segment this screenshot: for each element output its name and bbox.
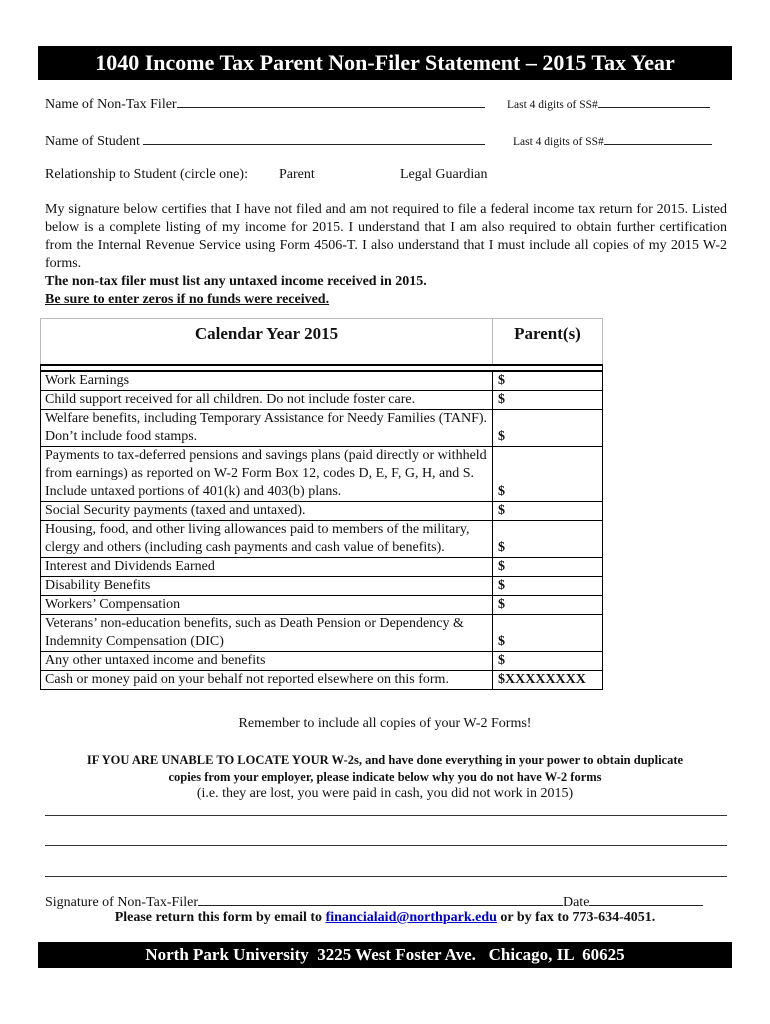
form-title: 1040 Income Tax Parent Non-Filer Statement – 2015 Tax Year [38,46,732,80]
relationship-option-guardian[interactable]: Legal Guardian [400,167,488,182]
income-row-label: Cash or money paid on your behalf not reported elsewhere on this form. [41,671,493,690]
income-row-label: Housing, food, and other living allowances paid to members of the military, clergy and others (including cash payments and cash value of benefits). [41,521,493,558]
relationship-option-parent[interactable]: Parent [279,167,315,182]
certification-text: My signature below certifies that I have not filed and am not required to file a federal income tax return for 2015. Listed below is a complete listing of my income for 2015. I understand that I am also required to obtain further certification from the Internal Revenue Service using Form 4506-T. I also understand that I must include all copies of my 2015 W-2 forms. [45,202,727,271]
student-name-label: Name of Student [45,134,140,149]
income-row-label: Workers’ Compensation [41,596,493,615]
w2-notice-line-1: IF YOU ARE UNABLE TO LOCATE YOUR W-2s, and have done everything in your power to obtain duplicate [86,753,684,767]
income-row [41,447,603,502]
student-ssn-label: Last 4 digits of SS# [513,136,604,148]
financial-aid-email-link[interactable]: financialaid@northpark.edu [325,910,497,925]
notice-enter-zeros: Be sure to enter zeros if no funds were received. [45,292,330,307]
income-row-amount-field[interactable]: $ [493,596,603,615]
explanation-line-3[interactable] [45,876,727,877]
signature-label: Signature of Non-Tax-Filer [45,895,198,910]
return-instructions [38,910,732,926]
income-row [41,410,603,447]
income-row-amount-field[interactable]: $ [493,371,603,391]
notice-untaxed-income: The non-tax filer must list any untaxed income received in 2015. [45,274,427,289]
income-row-label: Interest and Dividends Earned [41,558,493,577]
non-filer-ssn-field[interactable] [598,97,710,108]
income-row-amount-field[interactable]: $ [493,410,603,447]
income-row-label: Veterans’ non-education benefits, such as Death Pension or Dependency & Indemnity Compensation (DIC) [41,615,493,652]
income-row [41,671,603,690]
return-prefix: Please return this form by email to [114,910,326,925]
student-name-row [45,132,485,150]
income-row [41,521,603,558]
income-row [41,371,603,391]
date-label: Date [562,895,590,910]
income-row-amount-field[interactable]: $ [493,521,603,558]
income-row-label: Any other untaxed income and benefits [41,652,493,671]
return-suffix: or by fax to 773-634-4051. [496,910,656,925]
income-row-amount-field[interactable]: $ [493,615,603,652]
income-row [41,502,603,521]
income-row [41,558,603,577]
income-row-label: Payments to tax-deferred pensions and savings plans (paid directly or withheld from earnings) as reported on W-2 Form Box 12, codes D, E, F, G, H, and S. Include untaxed portions of 401(k) and 403(b) plans. [41,447,493,502]
income-row-amount-field[interactable]: $ [493,652,603,671]
signature-field[interactable] [198,893,563,906]
student-ssn-row [513,134,712,148]
income-row [41,615,603,652]
non-filer-name-label: Name of Non-Tax Filer [45,97,177,112]
income-row-amount-field[interactable]: $ [493,558,603,577]
income-row-label: Welfare benefits, including Temporary Assistance for Needy Families (TANF). Don’t include food stamps. [41,410,493,447]
income-row [41,596,603,615]
relationship-label: Relationship to Student (circle one): [45,167,248,182]
income-row-amount-field[interactable]: $ [493,391,603,410]
column-header-year: Calendar Year 2015 [41,319,493,366]
non-filer-ssn-label: Last 4 digits of SS# [507,99,598,111]
university-address-footer: North Park University 3225 West Foster Ave. Chicago, IL 60625 [38,942,732,968]
w2-examples: (i.e. they are lost, you were paid in cash, you did not work in 2015) [196,786,574,801]
income-row-amount-field[interactable]: $ [493,447,603,502]
untaxed-income-table [40,318,603,690]
w2-notice-line-2: copies from your employer, please indicate below why you do not have W-2 forms [168,770,602,784]
explanation-line-1[interactable] [45,815,727,816]
income-row [41,577,603,596]
student-ssn-field[interactable] [604,134,712,145]
w2-reminder: Remember to include all copies of your W-2 Forms! [238,716,532,731]
signature-row [45,893,703,911]
income-row-label: Work Earnings [41,371,493,391]
income-row-label: Child support received for all children. Do not include foster care. [41,391,493,410]
date-field[interactable] [589,893,703,906]
income-row [41,652,603,671]
income-row [41,391,603,410]
non-filer-name-field[interactable] [177,95,485,108]
student-name-field[interactable] [143,132,485,145]
non-filer-ssn-row [507,97,710,111]
income-row-label: Social Security payments (taxed and untaxed). [41,502,493,521]
non-filer-name-row [45,95,485,113]
relationship-row [45,167,248,183]
income-row-label: Disability Benefits [41,577,493,596]
income-row-amount-field[interactable]: $ [493,502,603,521]
income-row-amount-field[interactable]: $ [493,577,603,596]
explanation-line-2[interactable] [45,845,727,846]
income-row-amount-field[interactable]: $XXXXXXXX [493,671,603,690]
column-header-parent: Parent(s) [493,319,603,366]
